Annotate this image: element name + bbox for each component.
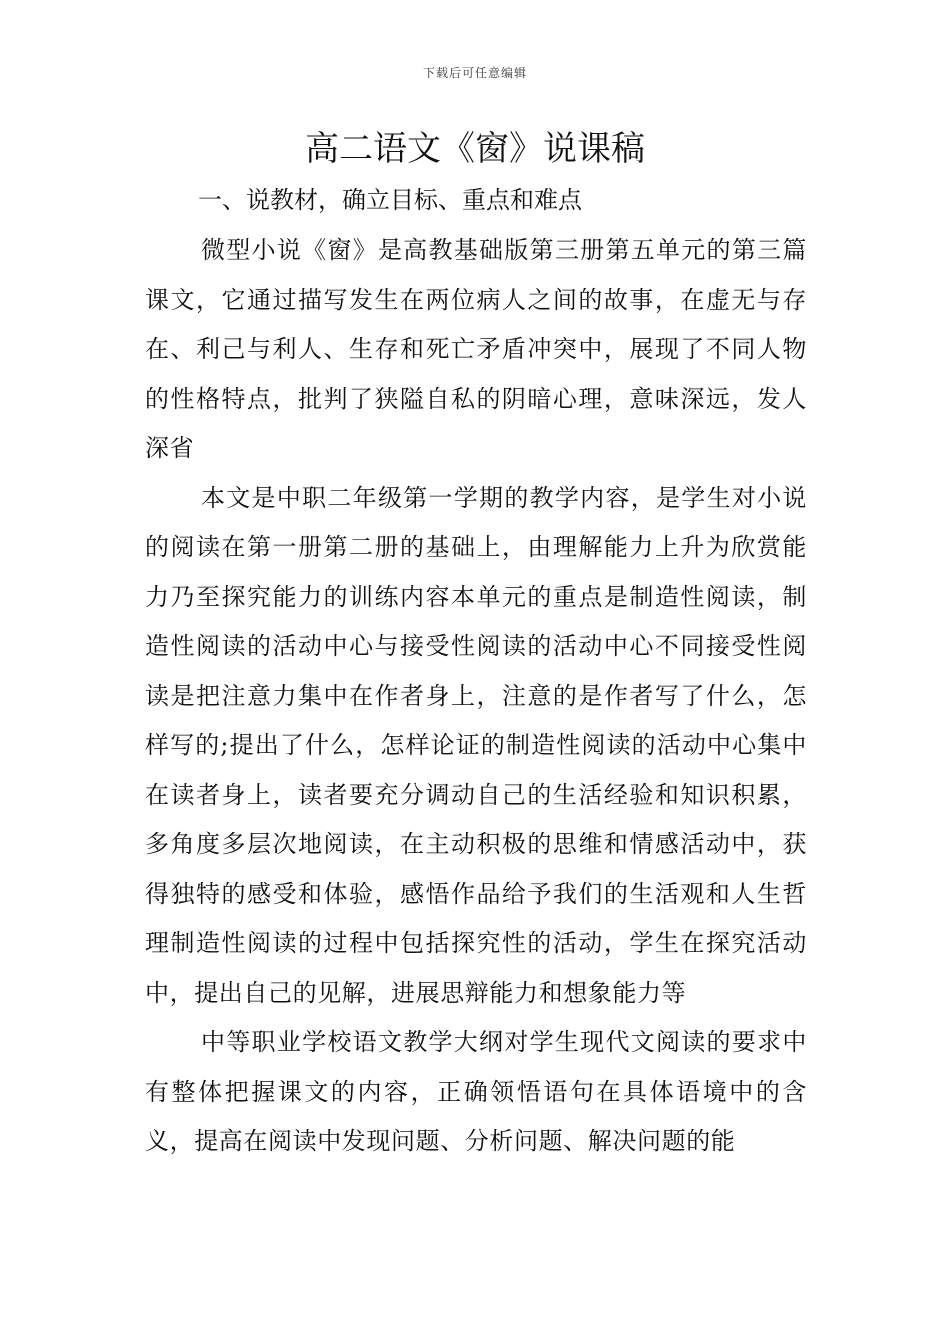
section-heading: 一、说教材，确立目标、重点和难点 [198,186,582,214]
document-title: 高二语文《窗》说课稿 [305,129,645,169]
body-text [145,226,807,1167]
paragraph-2: 本文是中职二年级第一学期的教学内容，是学生对小说的阅读在第一册第二册的基础上，由理解能力上升为欣赏能力乃至探究能力的训练内容本单元的重点是制造性阅读，制造性阅读的活动中心与接受性阅读的活动中心不同接受性阅读是把注意力集中在作者身上，注意的是作者写了什么，怎样写的;提出了什么，怎样论证的制造性阅读的活动中心集中在读者身上，读者要充分调动自己的生活经验和知识积累，多角度多层次地阅读，在主动积极的思维和情感活动中，获得独特的感受和体验，感悟作品给予我们的生活观和人生哲理制造性阅读的过程中包括探究性的活动，学生在探究活动中，提出自己的见解，进展思辩能力和想象能力等 [145,483,807,1007]
header-note: 下载后可任意编辑 [422,66,527,80]
paragraph-1: 微型小说《窗》是高教基础版第三册第五单元的第三篇课文，它通过描写发生在两位病人之间的故事，在虚无与存在、利己与利人、生存和死亡矛盾冲突中，展现了不同人物的性格特点，批判了狭隘自私的阴暗心理，意味深远，发人深省 [145,236,807,462]
paragraph-3: 中等职业学校语文教学大纲对学生现代文阅读的要求中有整体把握课文的内容，正确领悟语句在具体语境中的含义，提高在阅读中发现问题、分析问题、解决问题的能 [145,1028,807,1155]
